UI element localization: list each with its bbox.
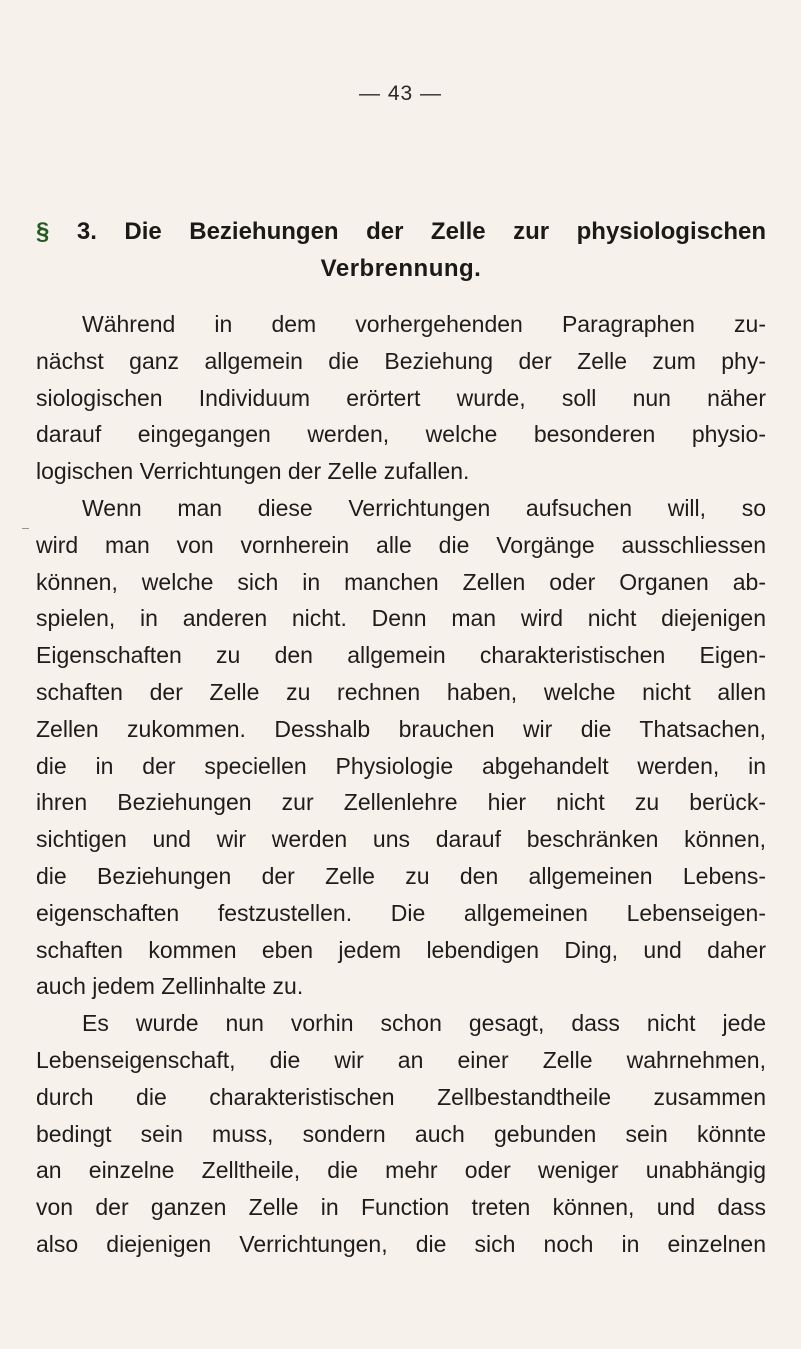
text-line: darauf eingegangen werden, welche besonderen physio- [36,421,766,448]
text-line: die in der speciellen Physiologie abgehandelt werden, in [36,752,766,779]
margin-mark [22,528,29,529]
text-line: schaften kommen eben jedem lebendigen Ding, und daher [36,936,766,963]
text-line: Während in dem vorhergehenden Paragraphen zu- [82,311,766,337]
section-heading [36,213,766,287]
text-line: Eigenschaften zu den allgemein charakteristischen Eigen- [36,642,766,669]
text-line: sichtigen und wir werden uns darauf beschränken können, [36,826,766,853]
text-line: Lebenseigenschaft, die wir an einer Zelle wahrnehmen, [36,1046,766,1073]
section-mark: § [36,218,50,245]
text-line: Wenn man diese Verrichtungen aufsuchen will, so [82,494,766,521]
text-line: an einzelne Zelltheile, die mehr oder weniger unabhängig [36,1157,766,1184]
text-line: schaften der Zelle zu rechnen haben, welche nicht allen [36,678,766,705]
text-line: können, welche sich in manchen Zellen oder Organen ab- [36,568,766,595]
text-line: von der ganzen Zelle in Function treten können, und dass [36,1194,766,1221]
text-line: spielen, in anderen nicht. Denn man wird nicht diejenigen [36,605,766,632]
body-text [36,306,766,1263]
text-line: ihren Beziehungen zur Zellenlehre hier nicht zu berück- [36,789,766,816]
text-line: die Beziehungen der Zelle zu den allgemeinen Lebens- [36,862,766,889]
page-number: — 43 — [358,82,443,105]
text-line: auch jedem Zellinhalte zu. [36,973,304,1000]
text-line: Es wurde nun vorhin schon gesagt, dass nicht jede [82,1010,766,1037]
text-line: nächst ganz allgemein die Beziehung der Zelle zum phy- [36,347,766,374]
text-line: also diejenigen Verrichtungen, die sich noch in einzelnen [36,1230,766,1257]
section-heading-title: 3. Die Beziehungen der Zelle zur physiologischen [49,218,766,245]
text-line: siologischen Individuum erörtert wurde, soll nun näher [36,384,766,411]
text-line: eigenschaften festzustellen. Die allgemeinen Lebenseigen- [36,899,766,926]
text-line: logischen Verrichtungen der Zelle zufallen. [36,458,470,485]
text-line: bedingt sein muss, sondern auch gebunden sein könnte [36,1120,766,1147]
section-heading-line-1 [36,213,766,250]
text-line: Zellen zukommen. Desshalb brauchen wir die Thatsachen, [36,715,766,742]
text-line: wird man von vornherein alle die Vorgänge ausschliessen [36,531,766,558]
text-line: durch die charakteristischen Zellbestandtheile zusammen [36,1083,766,1110]
section-heading-line-2: Verbrennung. [320,255,482,282]
